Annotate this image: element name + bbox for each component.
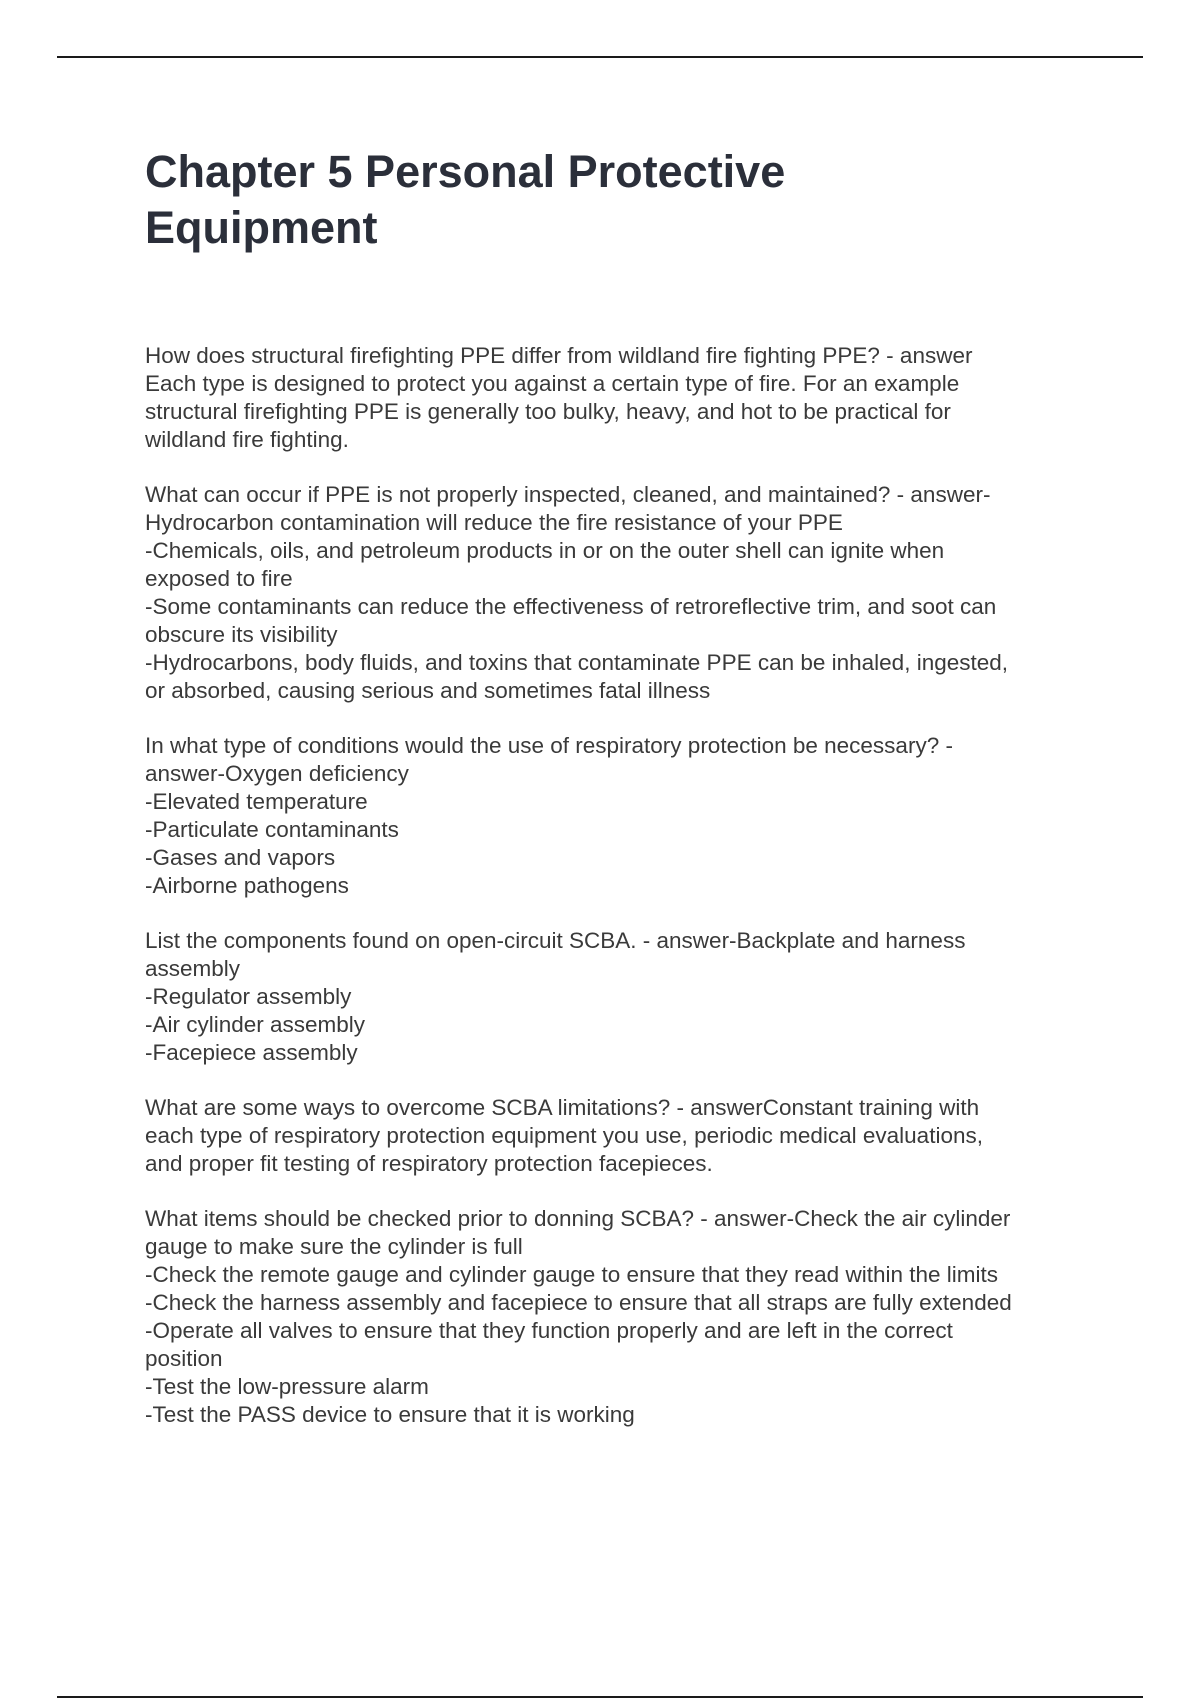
qa-line: structural firefighting PPE is generally too bulky, heavy, and hot to be practical for: [145, 399, 951, 424]
qa-line: -Operate all valves to ensure that they function properly and are left in the correct: [145, 1318, 953, 1343]
document-page: [145, 144, 1085, 1456]
qa-line: -Hydrocarbons, body fluids, and toxins that contaminate PPE can be inhaled, ingested,: [145, 650, 1009, 675]
qa-line: -Some contaminants can reduce the effectiveness of retroreflective trim, and soot can: [145, 594, 997, 619]
qa-line: What items should be checked prior to donning SCBA? - answer-Check the air cylinder: [145, 1206, 1011, 1231]
qa-item: [145, 342, 1085, 454]
bottom-divider: [57, 1696, 1143, 1698]
qa-line: -Test the low-pressure alarm: [145, 1374, 429, 1399]
qa-item: [145, 1094, 1085, 1178]
qa-line: List the components found on open-circuit SCBA. - answer-Backplate and harness: [145, 928, 966, 953]
title-line-1: Chapter 5 Personal Protective: [145, 146, 786, 197]
qa-item: [145, 927, 1085, 1067]
qa-line: answer-Oxygen deficiency: [145, 761, 409, 786]
qa-line: assembly: [145, 956, 241, 981]
title-line-2: Equipment: [145, 202, 378, 253]
qa-line: -Airborne pathogens: [145, 873, 349, 898]
qa-line: -Air cylinder assembly: [145, 1012, 366, 1037]
qa-item: [145, 481, 1085, 705]
qa-line: position: [145, 1346, 223, 1371]
qa-line: -Regulator assembly: [145, 984, 352, 1009]
qa-line: How does structural firefighting PPE differ from wildland fire fighting PPE? - answer: [145, 343, 973, 368]
qa-line: -Elevated temperature: [145, 789, 368, 814]
qa-line: Hydrocarbon contamination will reduce the fire resistance of your PPE: [145, 510, 843, 535]
qa-line: Each type is designed to protect you against a certain type of fire. For an example: [145, 371, 960, 396]
qa-line: -Check the remote gauge and cylinder gauge to ensure that they read within the limits: [145, 1262, 998, 1287]
qa-line: -Test the PASS device to ensure that it is working: [145, 1402, 635, 1427]
qa-line: obscure its visibility: [145, 622, 338, 647]
page-title: [145, 144, 1085, 256]
qa-line: exposed to fire: [145, 566, 293, 591]
top-divider: [57, 56, 1143, 58]
qa-line: gauge to make sure the cylinder is full: [145, 1234, 523, 1259]
qa-line: -Check the harness assembly and facepiece to ensure that all straps are fully extended: [145, 1290, 1012, 1315]
qa-line: What are some ways to overcome SCBA limitations? - answerConstant training with: [145, 1095, 980, 1120]
qa-line: and proper fit testing of respiratory protection facepieces.: [145, 1151, 713, 1176]
qa-line: -Particulate contaminants: [145, 817, 399, 842]
qa-line: In what type of conditions would the use of respiratory protection be necessary? -: [145, 733, 953, 758]
qa-line: or absorbed, causing serious and sometimes fatal illness: [145, 678, 711, 703]
qa-line: -Gases and vapors: [145, 845, 336, 870]
qa-line: each type of respiratory protection equipment you use, periodic medical evaluations,: [145, 1123, 983, 1148]
qa-line: -Chemicals, oils, and petroleum products in or on the outer shell can ignite when: [145, 538, 945, 563]
qa-item: [145, 732, 1085, 900]
qa-line: -Facepiece assembly: [145, 1040, 358, 1065]
qa-item: [145, 1205, 1085, 1429]
qa-line: What can occur if PPE is not properly inspected, cleaned, and maintained? - answer-: [145, 482, 991, 507]
qa-list: [145, 342, 1085, 1429]
qa-line: wildland fire fighting.: [145, 427, 349, 452]
